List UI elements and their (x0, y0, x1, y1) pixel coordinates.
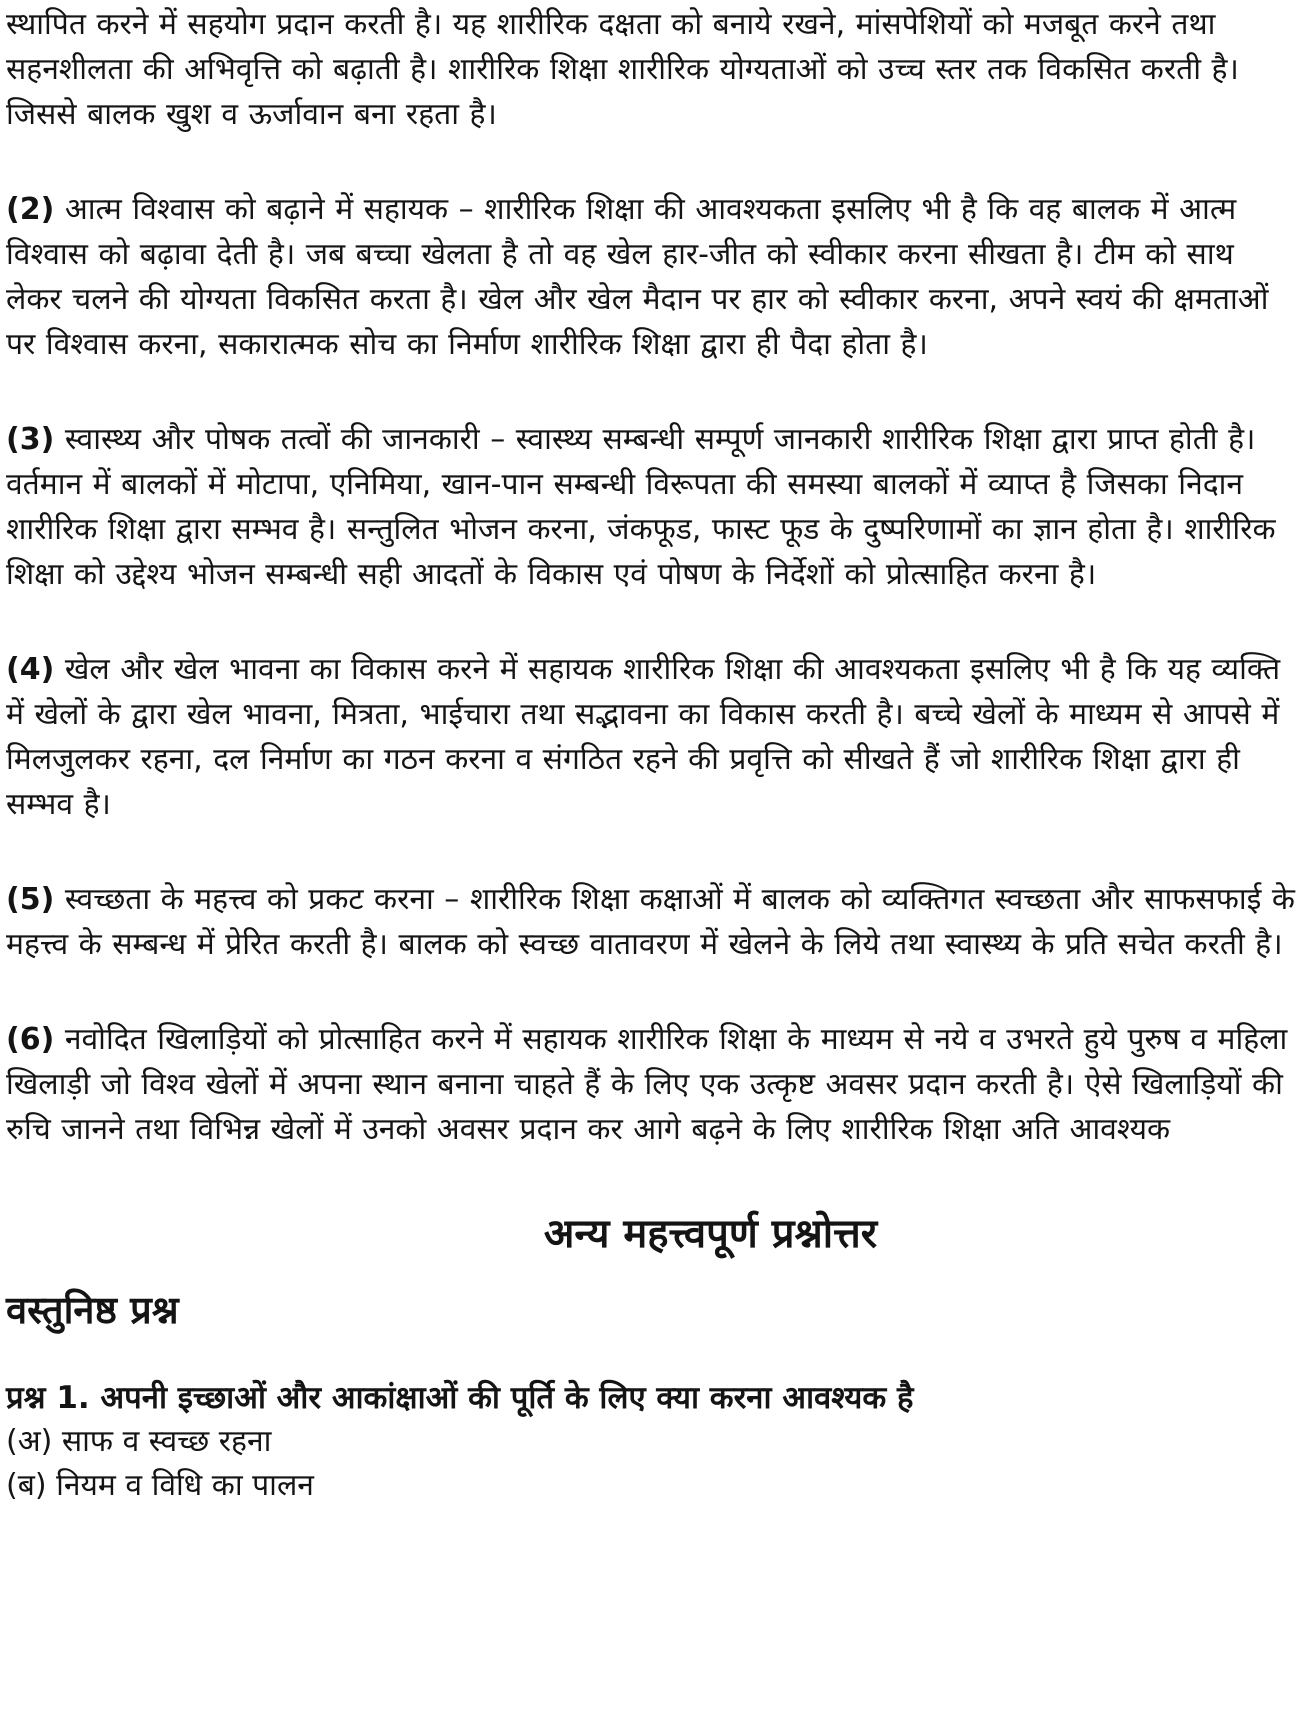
option-a: (अ) साफ व स्वच्छ रहना (6, 1424, 272, 1459)
paragraph-5 (6, 877, 1295, 967)
paragraph-number: (2) (6, 192, 55, 227)
sub-title: वस्तुनिष्ठ प्रश्न (6, 1288, 179, 1332)
paragraph-text: स्वास्थ्य और पोषक तत्वों की जानकारी – स्वास्थ्य सम्बन्धी सम्पूर्ण जानकारी शारीरिक शिक्षा द्वारा प्राप्त होती है। वर्तमान में बालकों में मोटापा, एनिमिया, खान-पान सम्बन्धी विरूपता की समस्या बालकों में व्याप्त है जिसका निदान शारीरिक शिक्षा द्वारा सम्भव है। सन्तुलित भोजन करना, जंकफूड, फास्ट फूड के दुष्परिणामों का ज्ञान होता है। शारीरिक शिक्षा को उद्देश्य भोजन सम्बन्धी सही आदतों के विकास एवं पोषण के निर्देशों को प्रोत्साहित करना है। (6, 422, 1276, 592)
paragraph-6 (6, 1017, 1295, 1152)
paragraph-1 (6, 2, 1295, 137)
paragraph-text: खेल और खेल भावना का विकास करने में सहायक शारीरिक शिक्षा की आवश्यकता इसलिए भी है कि यह व्यक्ति में खेलों के द्वारा खेल भावना, मित्रता, भाईचारा तथा सद्भावना का विकास करती है। बच्चे खेलों के माध्यम से आपसे में मिलजुलकर रहना, दल निर्माण का गठन करना व संगठित रहने की प्रवृत्ति को सीखते हैं जो शारीरिक शिक्षा द्वारा ही सम्भव है। (6, 652, 1281, 822)
section-title: अन्य महत्त्वपूर्ण प्रश्नोत्तर (543, 1211, 878, 1257)
option-b: (ब) नियम व विधि का पालन (6, 1468, 314, 1503)
paragraph-text: नवोदित खिलाड़ियों को प्रोत्साहित करने में सहायक शारीरिक शिक्षा के माध्यम से नये व उभरते हुये पुरुष व महिला खिलाड़ी जो विश्व खेलों में अपना स्थान बनाना चाहते हैं के लिए एक उत्कृष्ट अवसर प्रदान करती है। ऐसे खिलाड़ियों की रुचि जानने तथा विभिन्न खेलों में उनको अवसर प्रदान कर आगे बढ़ने के लिए शारीरिक शिक्षा अति आवश्यक (6, 1022, 1288, 1147)
paragraph-3 (6, 417, 1295, 597)
question-text: प्रश्न 1. अपनी इच्छाओं और आकांक्षाओं की पूर्ति के लिए क्या करना आवश्यक है (6, 1380, 914, 1416)
paragraph-number: (4) (6, 652, 55, 687)
paragraph-number: (6) (6, 1022, 55, 1057)
paragraph-text: स्वच्छता के महत्त्व को प्रकट करना – शारीरिक शिक्षा कक्षाओं में बालक को व्यक्तिगत स्वच्छता और साफसफाई के महत्त्व के सम्बन्ध में प्रेरित करती है। बालक को स्वच्छ वातावरण में खेलने के लिये तथा स्वास्थ्य के प्रति सचेत करती है। (6, 882, 1295, 962)
paragraph-number: (3) (6, 422, 55, 457)
paragraph-text: आत्म विश्वास को बढ़ाने में सहायक – शारीरिक शिक्षा की आवश्यकता इसलिए भी है कि वह बालक में आत्म विश्वास को बढ़ावा देती है। जब बच्चा खेलता है तो वह खेल हार-जीत को स्वीकार करना सीखता है। टीम को साथ लेकर चलने की योग्यता विकसित करता है। खेल और खेल मैदान पर हार को स्वीकार करना, अपने स्वयं की क्षमताओं पर विश्वास करना, सकारात्मक सोच का निर्माण शारीरिक शिक्षा द्वारा ही पैदा होता है। (6, 192, 1269, 362)
paragraph-text: स्थापित करने में सहयोग प्रदान करती है। यह शारीरिक दक्षता को बनाये रखने, मांसपेशियों को मजबूत करने तथा सहनशीलता की अभिवृत्ति को बढ़ाती है। शारीरिक शिक्षा शारीरिक योग्यताओं को उच्च स्तर तक विकसित करती है। जिससे बालक खुश व ऊर्जावान बना रहता है। (6, 7, 1239, 132)
paragraph-4 (6, 647, 1295, 827)
paragraph-number: (5) (6, 882, 55, 917)
paragraph-2 (6, 187, 1295, 367)
